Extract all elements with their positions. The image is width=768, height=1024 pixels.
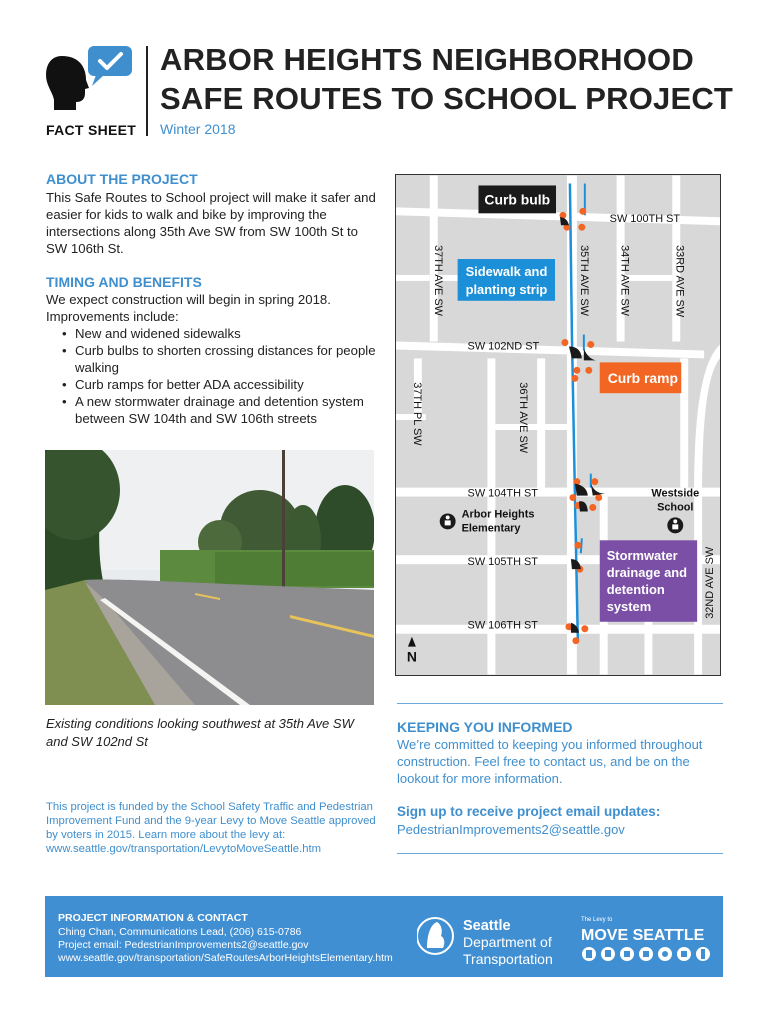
timing-heading: TIMING AND BENEFITS xyxy=(46,274,202,290)
street-label: SW 102ND ST xyxy=(467,340,540,353)
informed-text: We’re committed to keeping you informed throughout construction. Feel free to contact us, and be on the lookout for more information. xyxy=(397,737,703,786)
footer-title: PROJECT INFORMATION & CONTACT xyxy=(58,912,248,924)
list-item: • New and widened sidewalks xyxy=(62,325,382,342)
street-label: 32ND AVE SW xyxy=(704,546,717,619)
street-label: SW 100TH ST xyxy=(609,213,681,226)
list-item: • Curb bulbs to shorten crossing distances for people walking xyxy=(62,342,382,376)
fact-sheet-logo-icon xyxy=(44,44,136,116)
sdot-name-3: Transportation xyxy=(463,951,553,966)
about-heading: ABOUT THE PROJECT xyxy=(46,171,198,187)
page-title xyxy=(160,40,740,118)
divider xyxy=(397,853,723,854)
stormwater-label-4: system xyxy=(606,598,652,614)
title-line-2: SAFE ROUTES TO SCHOOL PROJECT xyxy=(160,81,734,116)
street-label: 35TH AVE SW xyxy=(577,245,590,316)
street-label: SW 104TH ST xyxy=(467,487,538,500)
street-label: 33RD AVE SW xyxy=(673,245,686,318)
sidewalk-label-1: Sidewalk and xyxy=(465,263,548,279)
funding-text: This project is funded by the School Safety Traffic and Pedestrian Improvement Fund and the 9-year Levy to Move Seattle approved by voters in 2015. Learn more about the levy at: xyxy=(46,801,376,841)
sdot-name-1: Seattle xyxy=(463,918,511,934)
levy-logo xyxy=(581,914,716,964)
signup-heading: Sign up to receive project email updates: xyxy=(397,804,661,819)
timing-text: We expect construction will begin in spring 2018. Improvements include: xyxy=(46,292,331,324)
contact-footer xyxy=(45,896,723,977)
arbor-heights-label-2: Elementary xyxy=(461,522,521,535)
levy-link[interactable]: www.seattle.gov/transportation/LevytoMoveSeattle.htm xyxy=(46,843,322,855)
project-map xyxy=(395,174,721,676)
season-date: Winter 2018 xyxy=(160,121,236,137)
stormwater-label-3: detention xyxy=(606,581,665,597)
list-item: • Curb ramps for better ADA accessibility xyxy=(62,376,382,393)
curb-ramp-label: Curb ramp xyxy=(607,370,679,387)
westside-label-2: School xyxy=(657,501,694,514)
street-label: 37TH AVE SW xyxy=(431,245,444,316)
informed-heading: KEEPING YOU INFORMED xyxy=(397,719,573,735)
street-label: 36TH AVE SW xyxy=(517,382,530,454)
curb-bulb-label: Curb bulb xyxy=(484,191,551,208)
divider xyxy=(397,703,723,704)
levy-title: MOVE SEATTLE xyxy=(581,927,705,944)
street-label: SW 105TH ST xyxy=(467,556,538,569)
signup-email-link[interactable]: PedestrianImprovements2@seattle.gov xyxy=(397,822,625,837)
north-label: N xyxy=(406,648,417,665)
westside-label-1: Westside xyxy=(651,487,700,500)
fact-sheet-label: FACT SHEET xyxy=(46,122,137,138)
header-divider xyxy=(146,46,148,136)
sidewalk-label-2: planting strip xyxy=(465,281,548,297)
photo-caption: Existing conditions looking southwest at 35th Ave SW and SW 102nd St xyxy=(46,716,354,749)
footer-url-link[interactable]: www.seattle.gov/transportation/SafeRoutesArborHeightsElementary.htm xyxy=(58,952,393,964)
benefits-list xyxy=(62,325,382,427)
title-line-1: ARBOR HEIGHTS NEIGHBORHOOD xyxy=(160,42,694,77)
levy-small-text: The Levy to xyxy=(581,917,613,923)
arbor-heights-label-1: Arbor Heights xyxy=(461,508,535,521)
seattle-seal-icon xyxy=(427,922,444,948)
sdot-logo xyxy=(417,914,567,966)
street-photo xyxy=(45,450,374,705)
about-text: This Safe Routes to School project will make it safer and easier for kids to walk and bike by improving the intersections along 35th Ave SW from SW 100th St to SW 106th St. xyxy=(46,190,376,256)
footer-contact: Ching Chan, Communications Lead, (206) 615-0786 xyxy=(58,926,302,938)
footer-email-link[interactable]: Project email: PedestrianImprovements2@seattle.gov xyxy=(58,939,309,951)
sdot-name-2: Department of xyxy=(463,934,552,950)
stormwater-label-2: drainage and xyxy=(606,565,688,581)
street-label: 34TH AVE SW xyxy=(618,245,631,316)
stormwater-label-1: Stormwater xyxy=(606,548,678,564)
funding-note xyxy=(46,800,386,856)
street-label: SW 106TH ST xyxy=(467,619,538,632)
list-item: • A new stormwater drainage and detention system between SW 104th and SW 106th streets xyxy=(62,393,382,427)
street-label: 37TH PL SW xyxy=(410,382,423,446)
